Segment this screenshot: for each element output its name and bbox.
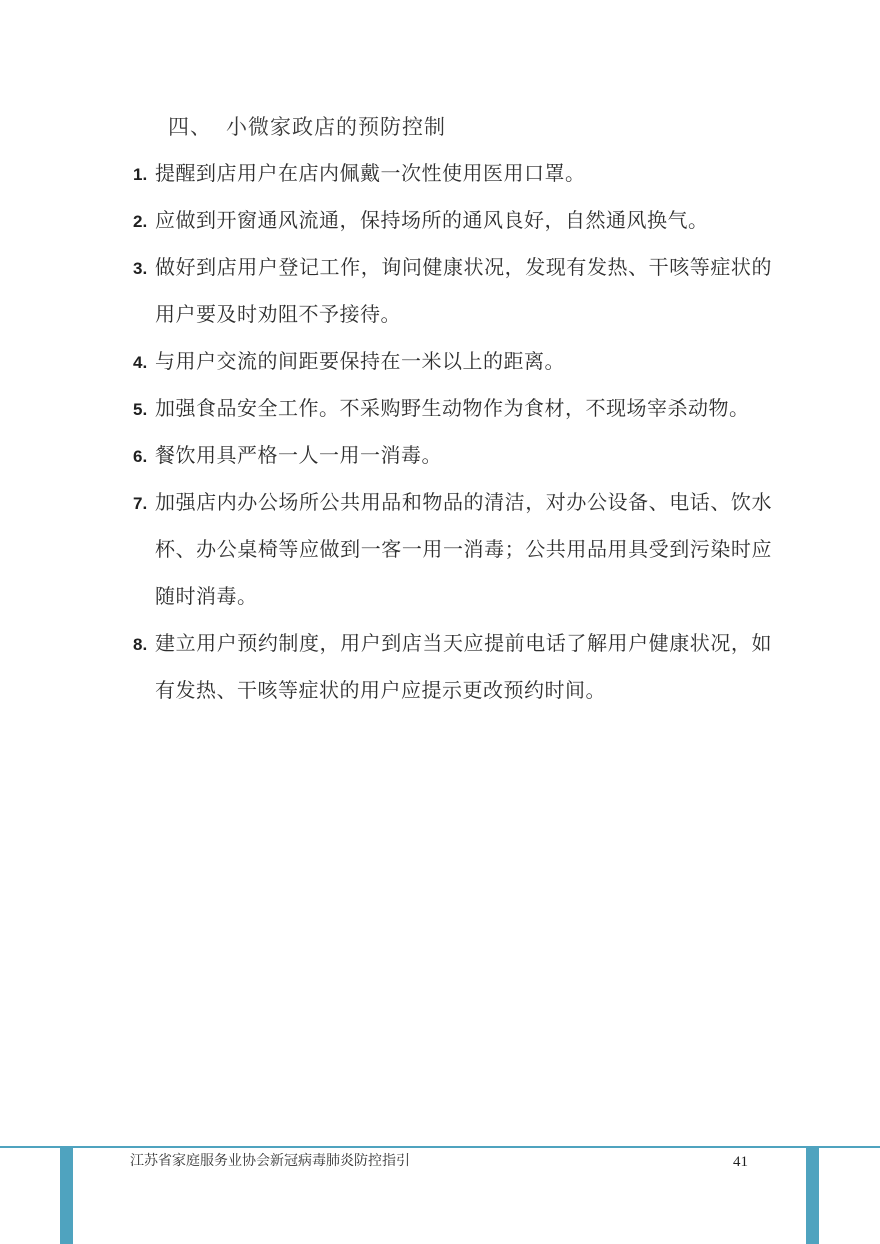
item-number: 4. <box>133 353 148 372</box>
item-number: 6. <box>133 447 148 466</box>
list-item <box>133 245 772 339</box>
list-item <box>133 433 772 480</box>
list-item <box>133 339 772 386</box>
footer-divider <box>0 1146 880 1148</box>
section-title: 小微家政店的预防控制 <box>226 115 446 139</box>
page-footer <box>0 1152 880 1174</box>
item-text: 做好到店用户登记工作，询问健康状况，发现有发热、干咳等症状的用户要及时劝阻不予接待。 <box>155 257 772 326</box>
item-number: 3. <box>133 259 148 278</box>
item-number: 5. <box>133 400 148 419</box>
item-text: 加强店内办公场所公共用品和物品的清洁，对办公设备、电话、饮水杯、办公桌椅等应做到一客一用一消毒；公共用品用具受到污染时应随时消毒。 <box>155 492 772 608</box>
item-text: 应做到开窗通风流通，保持场所的通风良好，自然通风换气。 <box>155 210 709 232</box>
item-number: 2. <box>133 212 148 231</box>
section-heading <box>133 104 772 151</box>
footer-title: 江苏省家庭服务业协会新冠病毒肺炎防控指引 <box>130 1154 410 1169</box>
list-item <box>133 621 772 715</box>
item-text: 餐饮用具严格一人一用一消毒。 <box>155 445 442 467</box>
item-text: 提醒到店用户在店内佩戴一次性使用医用口罩。 <box>155 163 586 185</box>
page-number: 41 <box>733 1154 748 1170</box>
prevention-list <box>133 151 772 715</box>
item-number: 7. <box>133 494 148 513</box>
item-number: 8. <box>133 635 148 654</box>
item-text: 与用户交流的间距要保持在一米以上的距离。 <box>155 351 565 373</box>
content-area <box>133 104 772 715</box>
item-text: 加强食品安全工作。不采购野生动物作为食材，不现场宰杀动物。 <box>155 398 750 420</box>
section-number: 四、 <box>168 115 212 139</box>
list-item <box>133 480 772 621</box>
list-item <box>133 198 772 245</box>
list-item <box>133 151 772 198</box>
item-number: 1. <box>133 165 148 184</box>
item-text: 建立用户预约制度，用户到店当天应提前电话了解用户健康状况，如有发热、干咳等症状的用户应提示更改预约时间。 <box>155 633 772 702</box>
list-item <box>133 386 772 433</box>
